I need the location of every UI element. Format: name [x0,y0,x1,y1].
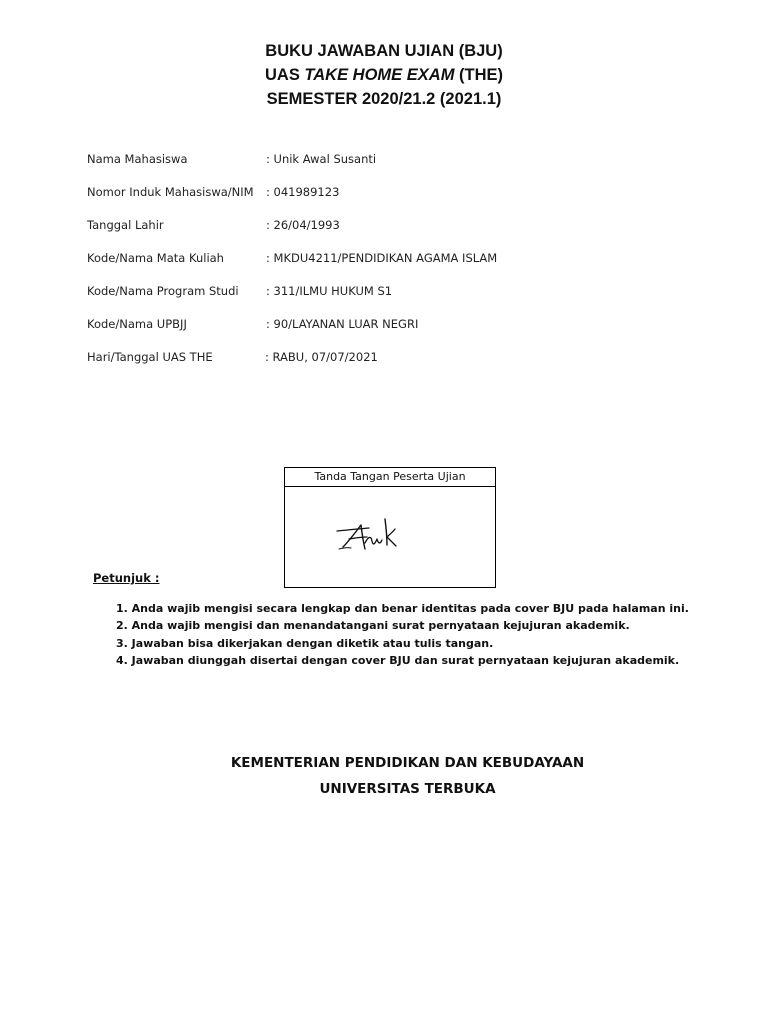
identity-label: Kode/Nama Program Studi [87,284,239,298]
ministry-name: KEMENTERIAN PENDIDIKAN DAN KEBUDAYAAN [230,755,585,771]
identity-label: Kode/Nama UPBJJ [87,317,187,331]
signature-box-label: Tanda Tangan Peserta Ujian [285,468,495,487]
identity-row-hari-tanggal [87,348,707,381]
instructions-list [116,600,716,669]
identity-label: Hari/Tanggal UAS THE [87,350,213,364]
instruction-item: 2. Anda wajib mengisi dan menandatangani surat pernyataan kejujuran akademik. [116,619,630,633]
identity-label: Nama Mahasiswa [87,152,188,166]
title-line-3: SEMESTER 2020/21.2 (2021.1) [266,90,502,108]
identity-value: : Unik Awal Susanti [266,152,377,166]
identity-row-upbjj [87,315,707,348]
identity-row-program-studi [87,282,707,315]
handwritten-signature [335,513,415,557]
identity-label: Kode/Nama Mata Kuliah [87,251,224,265]
identity-label: Nomor Induk Mahasiswa/NIM [87,185,254,199]
title-line-2-prefix: UAS [264,66,305,84]
identity-row-nama [87,150,707,183]
identity-row-nim [87,183,707,216]
title-line-1: BUKU JAWABAN UJIAN (BJU) [265,42,503,60]
instruction-item: 4. Jawaban diunggah disertai dengan cover BJU dan surat pernyataan kejujuran akademik. [116,653,680,667]
identity-value: : 311/ILMU HUKUM S1 [266,284,393,298]
identity-value: : 041989123 [266,185,340,199]
institution-footer [0,750,768,802]
identity-row-mata-kuliah [87,249,707,282]
identity-value: : 90/LAYANAN LUAR NEGRI [266,317,419,331]
identity-value: : 26/04/1993 [266,218,340,232]
identity-value: : MKDU4211/PENDIDIKAN AGAMA ISLAM [266,251,498,265]
instructions-title: Petunjuk : [93,571,160,585]
document-title [0,39,768,111]
identity-section [87,150,707,381]
identity-label: Tanggal Lahir [87,218,164,232]
instruction-item: 1. Anda wajib mengisi secara lengkap dan benar identitas pada cover BJU pada halaman ini. [116,602,689,615]
identity-row-tanggal-lahir [87,216,707,249]
instruction-item: 3. Jawaban bisa dikerjakan dengan diketik atau tulis tangan. [116,636,494,650]
title-line-2 [0,63,768,87]
title-line-2-suffix: (THE) [454,66,504,84]
university-name: UNIVERSITAS TERBUKA [319,781,496,797]
title-line-2-italic: TAKE HOME EXAM [304,66,455,84]
identity-value: : RABU, 07/07/2021 [265,350,378,364]
signature-box [284,467,496,588]
